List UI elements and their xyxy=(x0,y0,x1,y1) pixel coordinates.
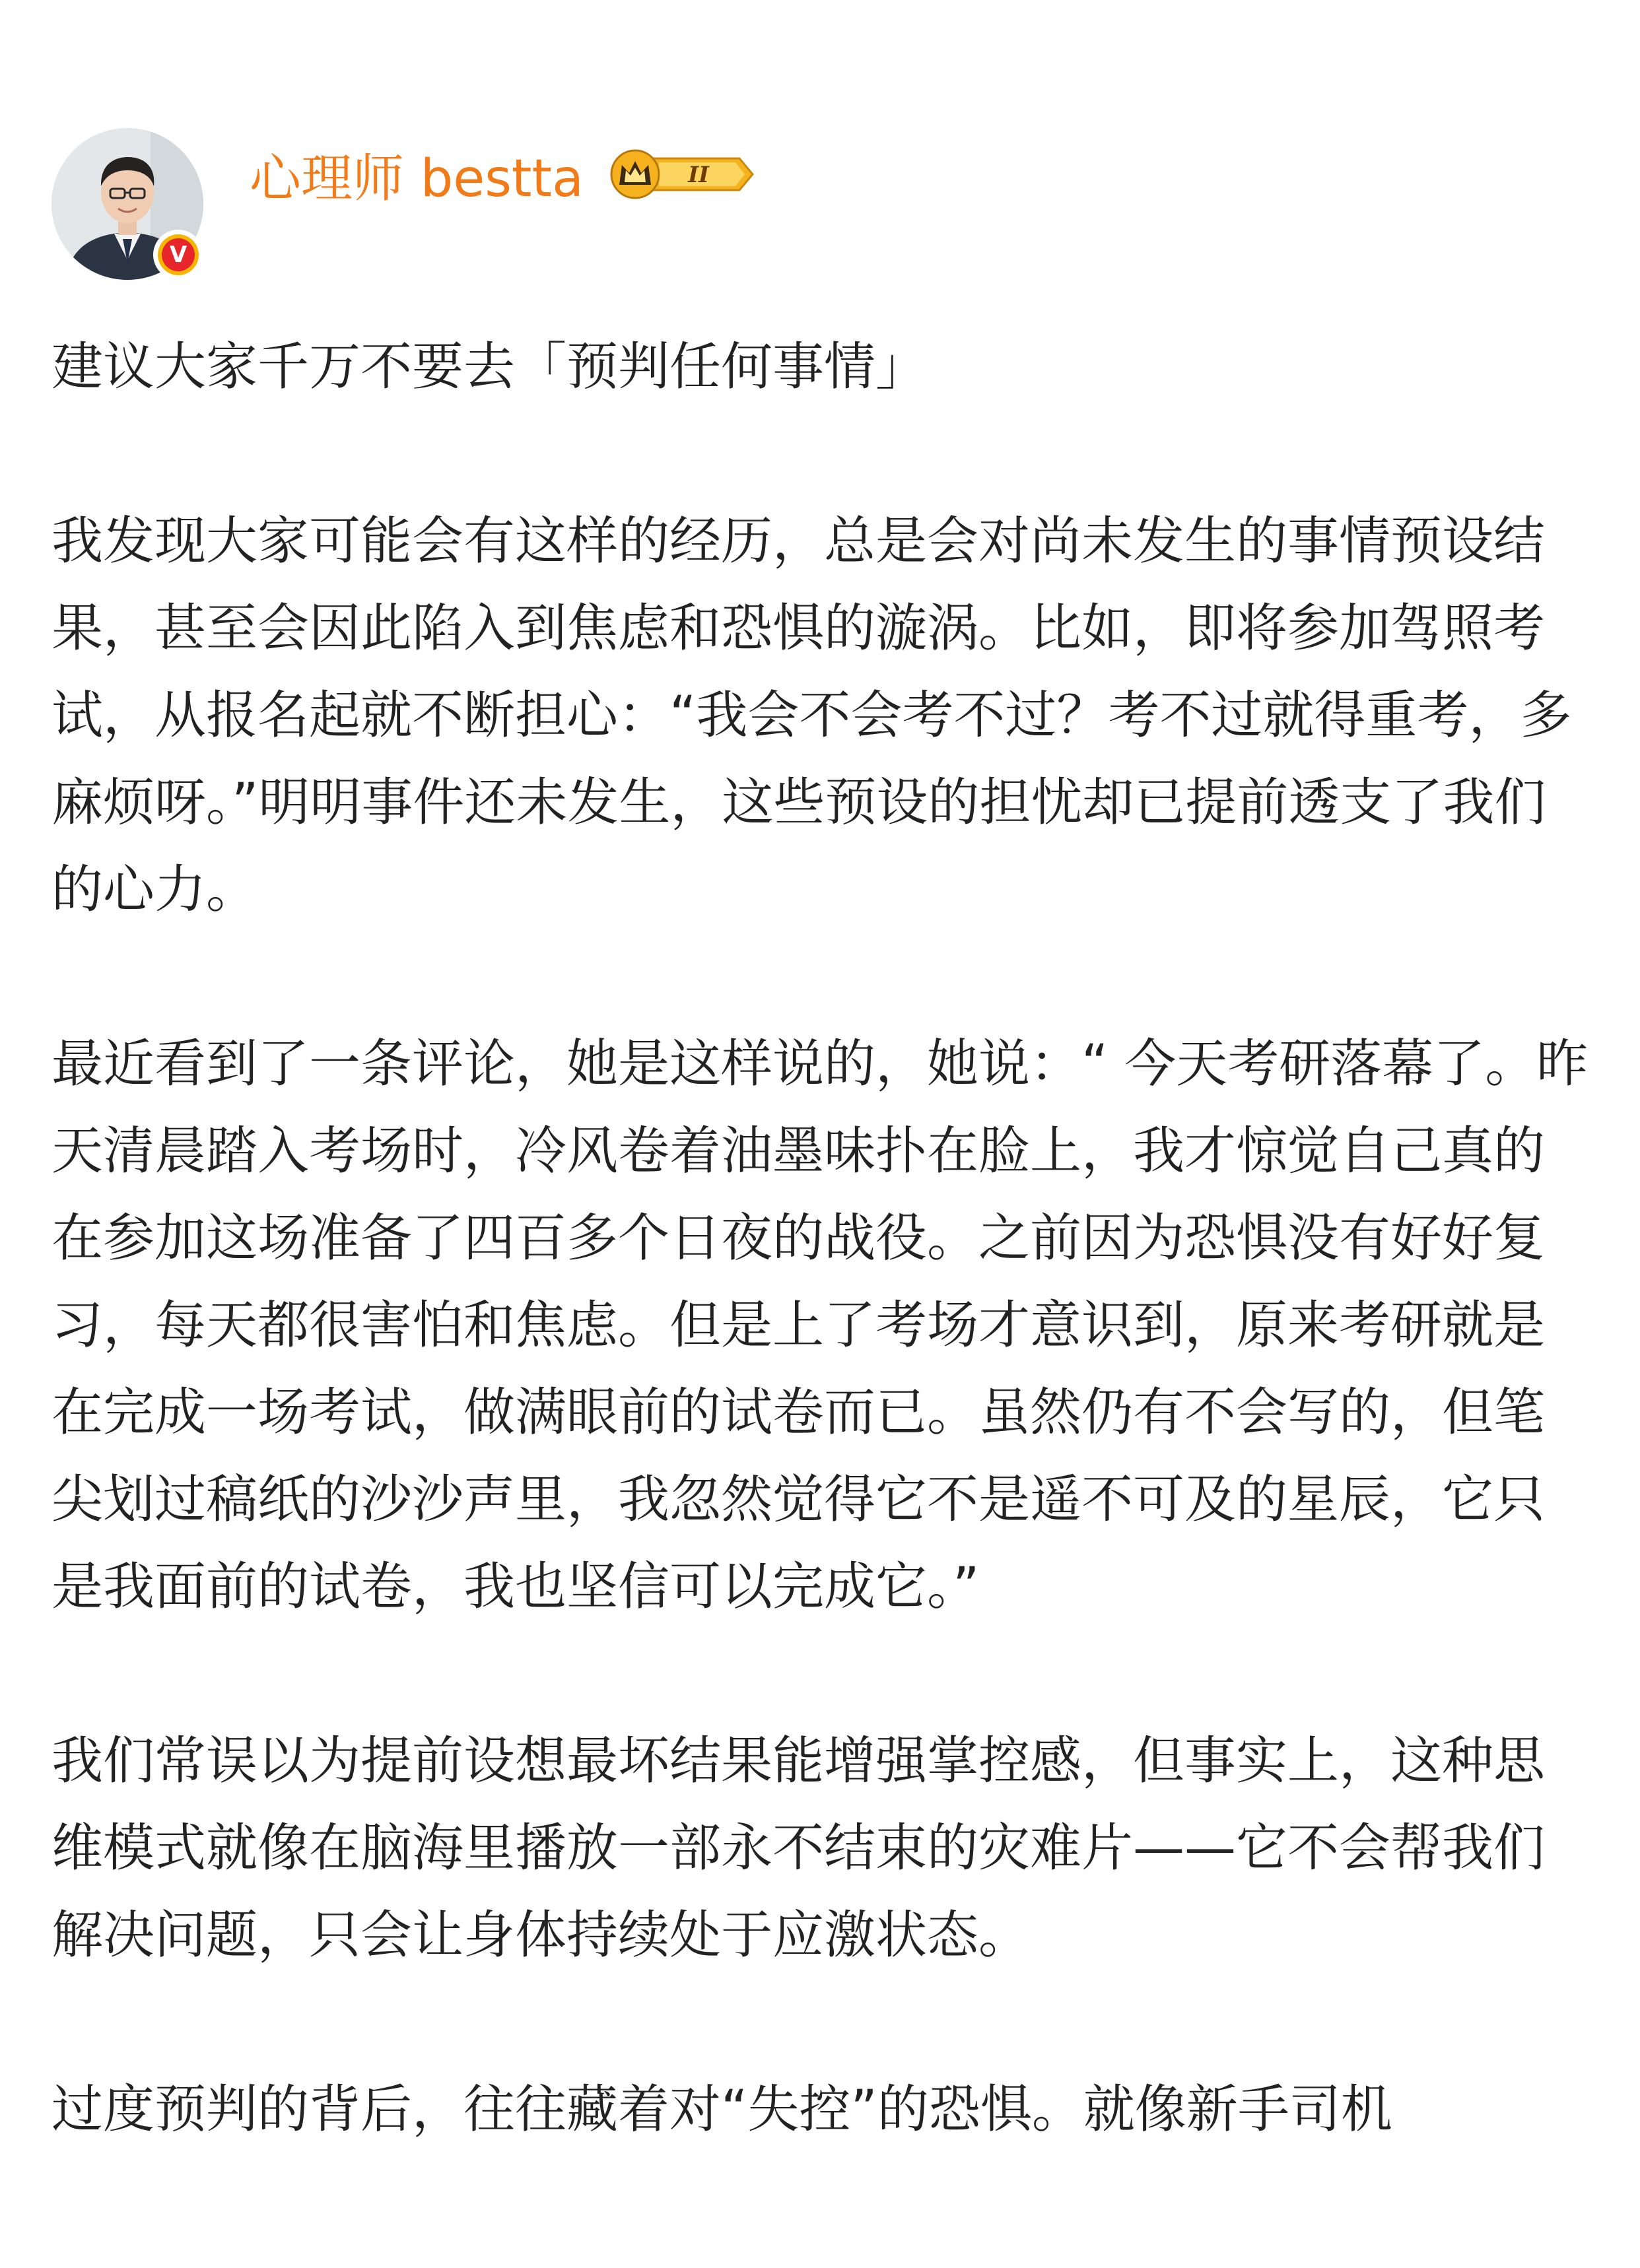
post-paragraph: 我们常误以为提前设想最坏结果能增强掌控感，但事实上，这种思维模式就像在脑海里播放一部永不结束的灾难片——它不会帮我们解决问题，只会让身体持续处于应激状态。 xyxy=(51,1731,1546,1965)
post-paragraph: 过度预判的背后，往往藏着对“失控”的恐惧。就像新手司机 xyxy=(51,2080,1392,2139)
post-paragraph: 建议大家千万不要去「预判任何事情」 xyxy=(51,337,928,397)
author-line xyxy=(250,141,755,207)
author-name[interactable]: 心理师 bestta xyxy=(250,149,584,209)
post-paragraph: 最近看到了一条评论，她是这样说的，她说：“ 今天考研落幕了。昨天清晨踏入考场时，冷风卷着油墨味扑在脸上，我才惊觉自己真的在参加这场准备了四百多个日夜的战役。之前因为恐惧没有好好复习，每天都很害怕和焦虑。但是上了考场才意识到，原来考研就是在完成一场考试，做满眼前的试卷而已。虽然仍有不会写的，但笔尖划过稿纸的沙沙声里，我忽然觉得它不是遥不可及的星辰，它只是我面前的试卷，我也坚信可以完成它。” xyxy=(51,1034,1589,1617)
post-content xyxy=(51,323,1590,2240)
post-paragraph: 我发现大家可能会有这样的经历，总是会对尚未发生的事情预设结果，甚至会因此陷入到焦虑和恐惧的漩涡。比如，即将参加驾照考试，从报名起就不断担心：“我会不会考不过？考不过就得重考，多麻烦呀。”明明事件还未发生，这些预设的担忧却已提前透支了我们的心力。 xyxy=(51,512,1572,919)
avatar[interactable] xyxy=(51,128,203,280)
member-level-badge[interactable] xyxy=(610,147,755,202)
crown-icon xyxy=(610,147,755,202)
post-header xyxy=(51,128,1590,280)
verified-icon: V xyxy=(153,230,203,280)
svg-text:II: II xyxy=(688,162,709,188)
